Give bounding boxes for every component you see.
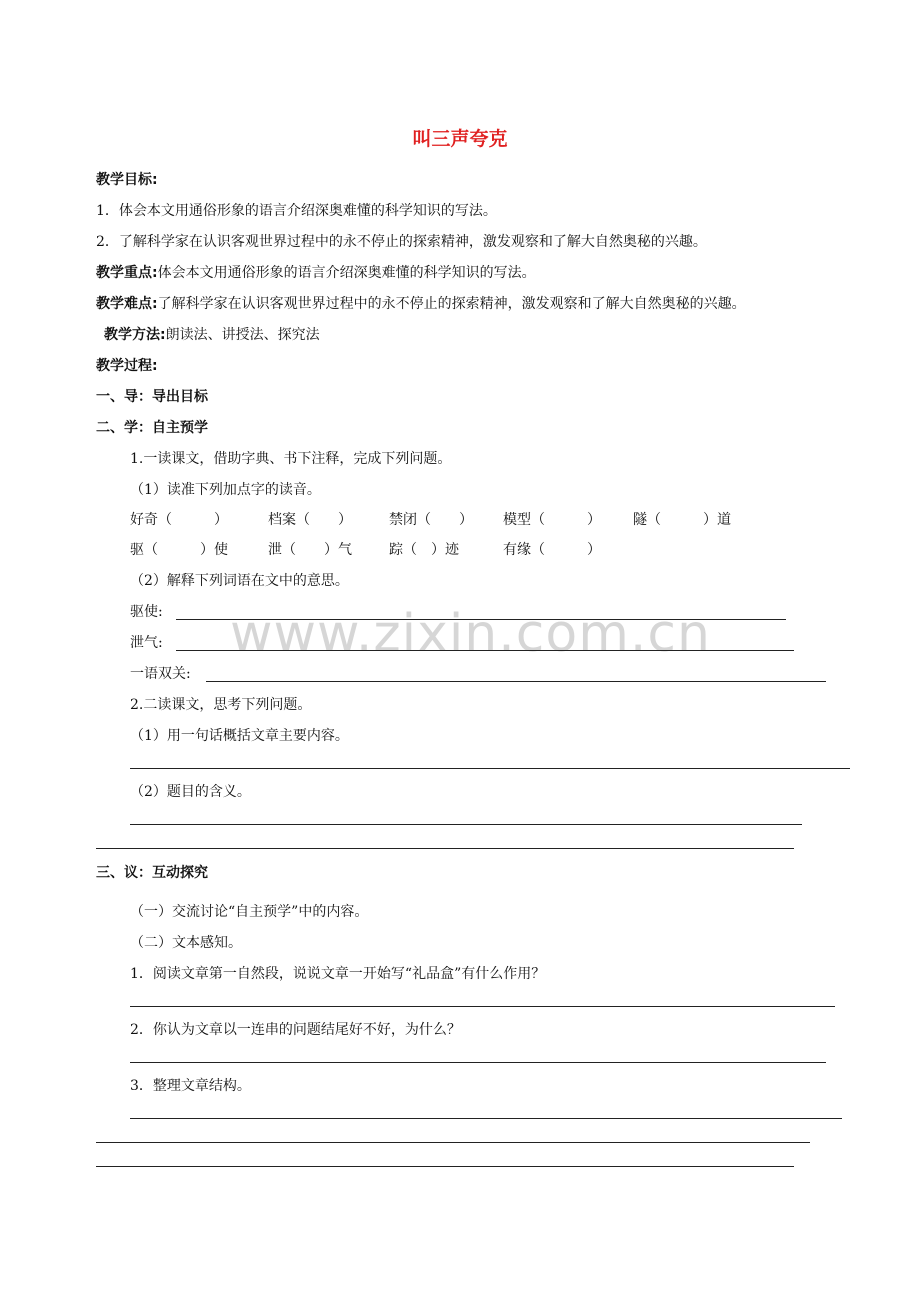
- focus-text: 体会本文用通俗形象的语言介绍深奥难懂的科学知识的写法。: [157, 265, 536, 281]
- methods-text: 朗读法、讲授法、探究法: [165, 327, 320, 343]
- section2-question-2: 2.二读课文，思考下列问题。: [130, 697, 312, 713]
- section1-heading: 一、导：导出目标: [96, 389, 208, 405]
- section2-question-1-1: （1）读准下列加点字的读音。: [130, 482, 321, 498]
- section2-heading: 二、学：自主预学: [96, 420, 208, 436]
- focus-row: [96, 263, 536, 283]
- answer-line: [130, 824, 802, 825]
- pronunciation-row-2: [0, 540, 920, 560]
- objective-item-1: 1．体会本文用通俗形象的语言介绍深奥难懂的科学知识的写法。: [96, 203, 497, 219]
- difficulty-label: 教学难点:: [96, 296, 158, 312]
- word-label-3: 一语双关:: [130, 666, 191, 682]
- section2-question-2-1: （1）用一句话概括文章主要内容。: [130, 728, 349, 744]
- pron-item: 泄（ ）气: [268, 542, 352, 558]
- answer-line: [176, 650, 794, 651]
- pron-item: 踪（ ）迹: [389, 542, 459, 558]
- page-title: 叫三声夸克: [412, 128, 508, 150]
- answer-line: [130, 768, 850, 769]
- difficulty-row: [96, 294, 746, 314]
- difficulty-text: 了解科学家在认识客观世界过程中的永不停止的探索精神，激发观察和了解大自然奥秘的兴趣。: [157, 296, 746, 312]
- section3-question-3: 3．整理文章结构。: [130, 1078, 251, 1094]
- objective-item-2: 2．了解科学家在认识客观世界过程中的永不停止的探索精神，激发观察和了解大自然奥秘的兴趣。: [96, 234, 707, 250]
- pron-item: 好奇（ ）: [130, 512, 228, 528]
- answer-line: [130, 1062, 826, 1063]
- answer-line: [206, 681, 826, 682]
- section3-question-1: 1．阅读文章第一自然段，说说文章一开始写“礼品盒”有什么作用？: [130, 966, 546, 982]
- section3-part-2: （二）文本感知。: [130, 935, 242, 951]
- pron-item: 隧（ ）道: [633, 512, 731, 528]
- answer-line: [130, 1006, 835, 1007]
- section3-question-2: 2．你认为文章以一连串的问题结尾好不好，为什么？: [130, 1022, 461, 1038]
- section3-heading: 三、议：互动探究: [96, 865, 208, 881]
- section3-part-1: （一）交流讨论“自主预学”中的内容。: [130, 904, 369, 920]
- word-label-2: 泄气:: [130, 635, 163, 651]
- methods-label: 教学方法:: [104, 327, 166, 343]
- watermark: www.zixin.com.cn: [230, 604, 711, 664]
- section2-question-1: 1.一读课文，借助字典、书下注释，完成下列问题。: [130, 451, 452, 467]
- answer-line: [176, 619, 786, 620]
- section2-question-2-2: （2）题目的含义。: [130, 784, 251, 800]
- pronunciation-row-1: [0, 510, 920, 530]
- methods-row: [104, 325, 320, 345]
- process-heading: 教学过程:: [96, 358, 158, 374]
- answer-line: [130, 1118, 842, 1119]
- pron-item: 禁闭（ ）: [389, 512, 473, 528]
- answer-line: [96, 1166, 794, 1167]
- pron-item: 模型（ ）: [503, 512, 601, 528]
- focus-label: 教学重点:: [96, 265, 158, 281]
- word-label-1: 驱使:: [130, 604, 163, 620]
- pron-item: 档案（ ）: [268, 512, 352, 528]
- pron-item: 有缘（ ）: [503, 542, 601, 558]
- answer-line: [96, 848, 794, 849]
- section2-question-1-2: （2）解释下列词语在文中的意思。: [130, 573, 349, 589]
- pron-item: 驱（ ）使: [130, 542, 228, 558]
- objectives-heading: 教学目标:: [96, 172, 158, 188]
- answer-line: [96, 1142, 810, 1143]
